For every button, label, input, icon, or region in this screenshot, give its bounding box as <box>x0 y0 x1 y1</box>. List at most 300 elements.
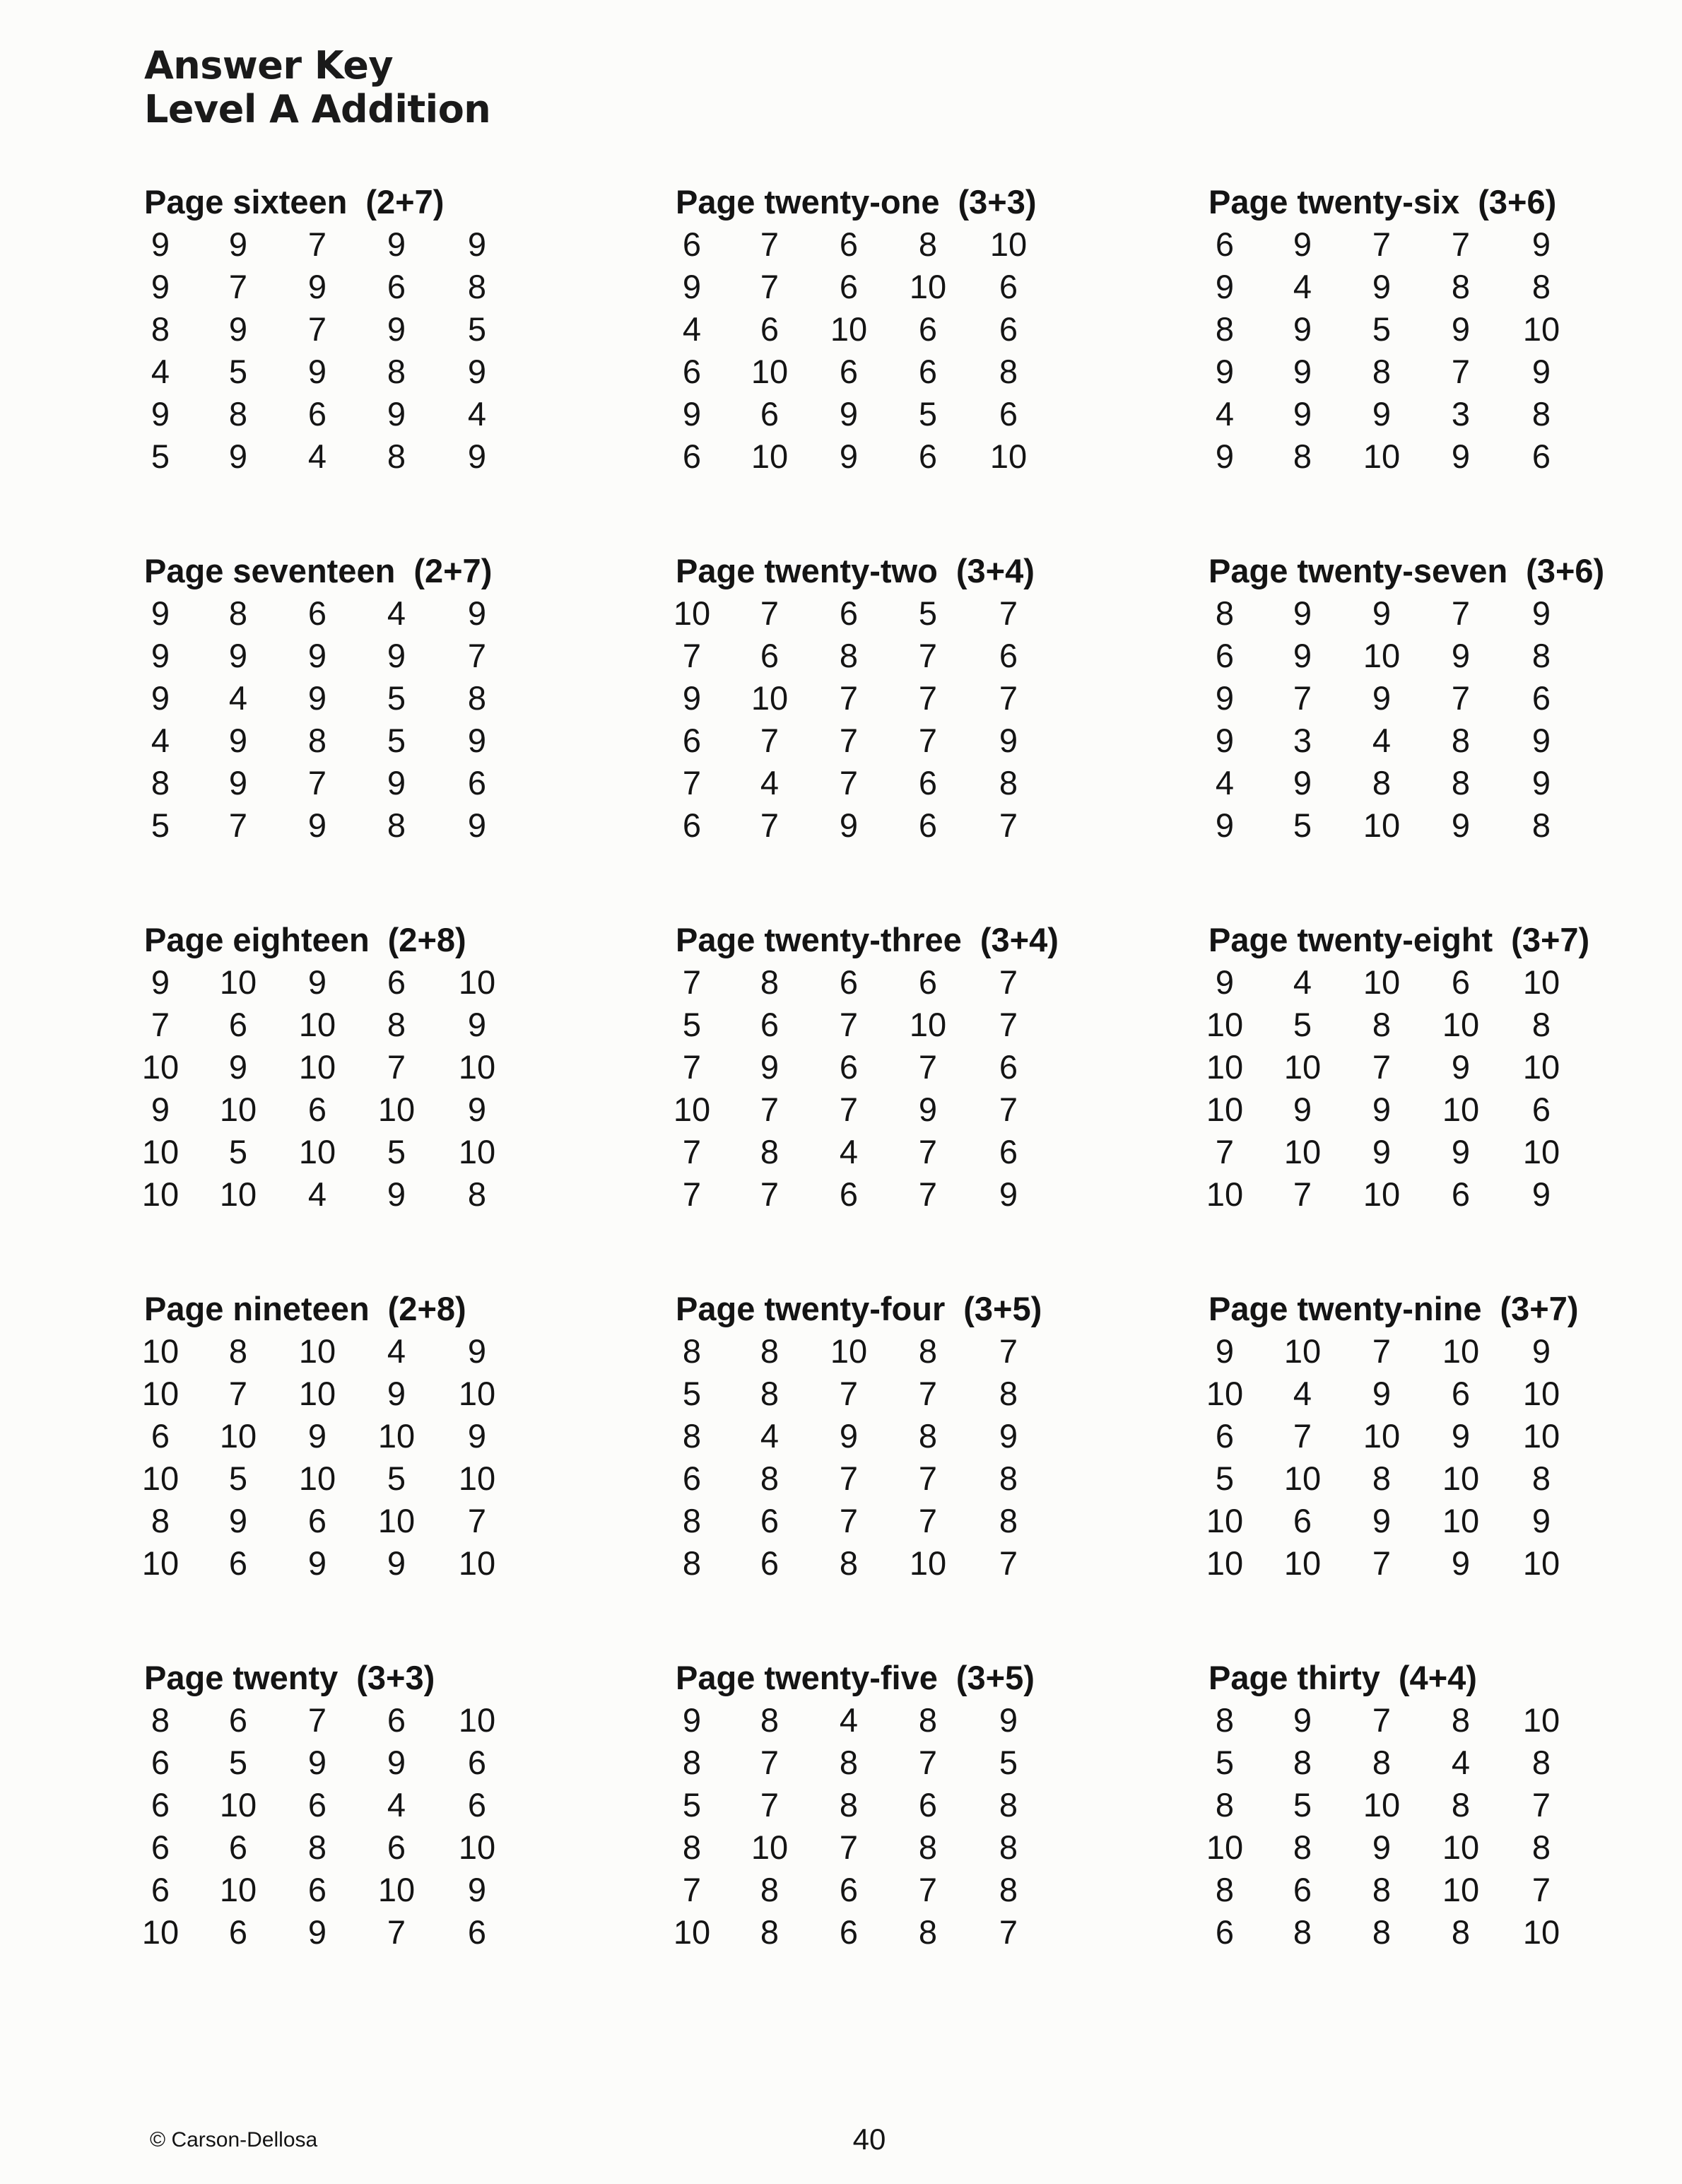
answer-cell: 7 <box>760 594 780 632</box>
answer-cell: 10 <box>1283 1048 1322 1086</box>
answer-cell: 10 <box>1363 1417 1401 1455</box>
answer-grid <box>673 1699 1043 1954</box>
answer-cell: 8 <box>760 1913 780 1951</box>
answer-cell: 6 <box>999 637 1018 674</box>
answer-cell: 8 <box>760 1375 780 1412</box>
section-fact: (3+5) <box>963 1290 1042 1327</box>
answer-cell: 9 <box>1293 225 1312 263</box>
answer-cell: 9 <box>839 1417 859 1455</box>
answer-row <box>676 1869 1043 1911</box>
answer-cell: 8 <box>307 722 327 759</box>
answer-cell: 7 <box>839 722 859 759</box>
answer-cell: 9 <box>467 1871 487 1908</box>
answer-cell: 8 <box>151 1701 170 1739</box>
answer-cell: 7 <box>1451 225 1471 263</box>
answer-cell: 10 <box>298 1332 336 1370</box>
answer-cell: 6 <box>307 1786 327 1824</box>
answer-cell: 7 <box>839 679 859 717</box>
answer-cell: 10 <box>1442 1828 1480 1866</box>
answer-cell: 10 <box>1206 1544 1244 1582</box>
answer-cell: 7 <box>918 1375 938 1412</box>
answer-cell: 5 <box>682 1375 702 1412</box>
answer-grid <box>676 223 1043 478</box>
answer-cell: 10 <box>1283 1332 1322 1370</box>
answer-cell: 7 <box>1451 679 1471 717</box>
section-title: Page twenty-two <box>676 552 938 589</box>
answer-row <box>144 635 512 677</box>
answer-cell: 9 <box>1215 1332 1235 1370</box>
answer-cell: 8 <box>1372 764 1392 802</box>
answer-cell: 4 <box>839 1133 859 1170</box>
answer-cell: 8 <box>682 1417 702 1455</box>
answer-row <box>676 1457 1043 1500</box>
answer-cell: 8 <box>387 438 406 475</box>
answer-cell: 9 <box>228 438 248 475</box>
answer-cell: 10 <box>298 1048 336 1086</box>
answer-cell: 8 <box>1372 1871 1392 1908</box>
answer-cell: 9 <box>1451 806 1471 844</box>
answer-cell: 9 <box>1215 722 1235 759</box>
answer-row <box>1208 720 1576 762</box>
answer-cell: 9 <box>1372 268 1392 305</box>
answer-cell: 8 <box>918 1332 938 1370</box>
answer-row <box>676 1004 1043 1046</box>
answer-cell: 7 <box>760 225 780 263</box>
answer-cell: 8 <box>467 1175 487 1213</box>
section-heading <box>676 182 1043 223</box>
answer-row <box>144 720 512 762</box>
answer-cell: 10 <box>298 1460 336 1497</box>
answer-row <box>676 1699 1043 1742</box>
answer-cell: 7 <box>999 1006 1018 1043</box>
answer-cell: 6 <box>760 637 780 674</box>
answer-section <box>676 182 1043 478</box>
answer-row <box>676 762 1043 804</box>
section-title: Page twenty-five <box>676 1659 938 1696</box>
answer-grid <box>141 961 512 1216</box>
answer-row <box>1208 1046 1576 1088</box>
answer-cell: 6 <box>839 268 859 305</box>
answer-cell: 9 <box>1372 1133 1392 1170</box>
answer-row <box>676 435 1043 478</box>
answer-cell: 8 <box>760 1460 780 1497</box>
answer-cell: 6 <box>387 1828 406 1866</box>
answer-cell: 9 <box>307 963 327 1001</box>
answer-cell: 4 <box>682 310 702 348</box>
answer-cell: 10 <box>141 1913 180 1951</box>
answer-cell: 8 <box>1215 1871 1235 1908</box>
answer-cell: 6 <box>918 963 938 1001</box>
answer-cell: 10 <box>1363 1175 1401 1213</box>
answer-cell: 6 <box>307 1091 327 1128</box>
answer-row <box>676 1373 1043 1415</box>
answer-cell: 10 <box>377 1417 416 1455</box>
answer-cell: 6 <box>228 1828 248 1866</box>
answer-cell: 9 <box>1293 310 1312 348</box>
answer-grid <box>1208 223 1576 478</box>
answer-cell: 8 <box>760 1332 780 1370</box>
answer-cell: 6 <box>760 310 780 348</box>
section-title: Page twenty-seven <box>1208 552 1508 589</box>
answer-cell: 9 <box>1372 679 1392 717</box>
answer-cell: 10 <box>1522 1133 1560 1170</box>
answer-section <box>141 1289 512 1585</box>
answer-cell: 9 <box>1372 1828 1392 1866</box>
answer-cell: 7 <box>467 637 487 674</box>
answer-row <box>141 1131 512 1173</box>
answer-section <box>673 551 1043 847</box>
answer-cell: 9 <box>1531 225 1551 263</box>
answer-cell: 8 <box>682 1828 702 1866</box>
answer-cell: 8 <box>1293 1913 1312 1951</box>
answer-cell: 7 <box>228 806 248 844</box>
answer-cell: 9 <box>1215 353 1235 390</box>
answer-cell: 6 <box>1531 679 1551 717</box>
answer-cell: 9 <box>387 1375 406 1412</box>
answer-cell: 9 <box>387 310 406 348</box>
section-title: Page twenty-eight <box>1208 921 1493 958</box>
answer-cell: 9 <box>467 438 487 475</box>
answer-cell: 10 <box>1522 1048 1560 1086</box>
answer-cell: 7 <box>307 1701 327 1739</box>
answer-grid <box>141 1699 512 1954</box>
answer-cell: 6 <box>918 353 938 390</box>
answer-row <box>144 1784 512 1826</box>
answer-row <box>144 804 512 847</box>
answer-row <box>141 1542 512 1585</box>
answer-cell: 9 <box>1293 353 1312 390</box>
answer-cell: 10 <box>141 1048 180 1086</box>
answer-cell: 6 <box>151 1786 170 1824</box>
answer-grid <box>1208 961 1576 1216</box>
answer-cell: 9 <box>467 1006 487 1043</box>
answer-cell: 8 <box>682 1332 702 1370</box>
answer-row <box>676 351 1043 393</box>
answer-cell: 4 <box>760 764 780 802</box>
answer-cell: 5 <box>387 1133 406 1170</box>
answer-cell: 10 <box>141 1460 180 1497</box>
answer-cell: 7 <box>682 963 702 1001</box>
answer-cell: 6 <box>839 353 859 390</box>
answer-cell: 10 <box>1522 963 1560 1001</box>
answer-cell: 7 <box>839 1006 859 1043</box>
answer-row <box>141 1046 512 1088</box>
answer-cell: 9 <box>467 594 487 632</box>
answer-cell: 9 <box>151 1091 170 1128</box>
section-title: Page seventeen <box>144 552 396 589</box>
answer-cell: 6 <box>467 764 487 802</box>
answer-cell: 7 <box>918 1175 938 1213</box>
answer-cell: 9 <box>1531 1175 1551 1213</box>
answer-row <box>144 1500 512 1542</box>
answer-cell: 5 <box>151 806 170 844</box>
answer-cell: 6 <box>1531 438 1551 475</box>
answer-cell: 8 <box>1451 722 1471 759</box>
answer-cell: 7 <box>918 1502 938 1539</box>
answer-cell: 9 <box>682 395 702 433</box>
answer-cell: 6 <box>918 310 938 348</box>
answer-row <box>1208 804 1576 847</box>
answer-row <box>673 592 1043 635</box>
answer-cell: 4 <box>1451 1744 1471 1781</box>
answer-cell: 9 <box>1531 722 1551 759</box>
answer-section <box>673 920 1059 1216</box>
answer-cell: 10 <box>219 963 257 1001</box>
answer-cell: 10 <box>1442 1460 1480 1497</box>
answer-cell: 7 <box>760 1175 780 1213</box>
answer-cell: 6 <box>1215 225 1235 263</box>
answer-row <box>141 1330 512 1373</box>
section-fact: (3+7) <box>1500 1290 1579 1327</box>
answer-cell: 9 <box>1531 1502 1551 1539</box>
answer-cell: 8 <box>387 806 406 844</box>
answer-cell: 9 <box>999 1417 1018 1455</box>
answer-cell: 8 <box>387 1006 406 1043</box>
answer-cell: 10 <box>1206 1006 1244 1043</box>
answer-cell: 8 <box>1293 1828 1312 1866</box>
answer-section <box>144 182 512 478</box>
answer-cell: 8 <box>228 1332 248 1370</box>
answer-cell: 10 <box>673 1913 711 1951</box>
answer-cell: 9 <box>307 679 327 717</box>
answer-cell: 6 <box>1215 1913 1235 1951</box>
answer-cell: 9 <box>1293 594 1312 632</box>
section-fact: (2+8) <box>387 1290 466 1327</box>
answer-cell: 6 <box>228 1544 248 1582</box>
section-fact: (3+3) <box>958 183 1037 221</box>
answer-cell: 5 <box>151 438 170 475</box>
answer-cell: 8 <box>1215 310 1235 348</box>
answer-row <box>676 961 1043 1004</box>
section-heading <box>144 551 512 592</box>
answer-cell: 7 <box>307 225 327 263</box>
answer-cell: 10 <box>1442 1332 1480 1370</box>
answer-cell: 8 <box>151 310 170 348</box>
answer-row <box>676 1415 1043 1457</box>
answer-row <box>676 635 1043 677</box>
answer-cell: 9 <box>1451 1133 1471 1170</box>
answer-cell: 10 <box>909 1544 947 1582</box>
answer-cell: 7 <box>760 1744 780 1781</box>
section-title: Page twenty-four <box>676 1290 946 1327</box>
answer-cell: 8 <box>760 1133 780 1170</box>
answer-cell: 8 <box>839 1744 859 1781</box>
answer-cell: 9 <box>1215 268 1235 305</box>
answer-cell: 9 <box>1372 594 1392 632</box>
answer-row <box>1208 961 1576 1004</box>
answer-cell: 7 <box>307 764 327 802</box>
answer-row <box>144 677 512 720</box>
answer-cell: 4 <box>387 594 406 632</box>
answer-cell: 6 <box>151 1744 170 1781</box>
answer-cell: 7 <box>387 1913 406 1951</box>
answer-cell: 8 <box>151 764 170 802</box>
answer-row <box>141 1173 512 1216</box>
answer-cell: 7 <box>999 963 1018 1001</box>
section-heading <box>1208 551 1605 592</box>
answer-cell: 7 <box>839 1828 859 1866</box>
answer-cell: 9 <box>228 310 248 348</box>
answer-cell: 7 <box>918 637 938 674</box>
answer-row <box>676 720 1043 762</box>
answer-row <box>144 435 512 478</box>
answer-cell: 8 <box>760 1701 780 1739</box>
answer-cell: 10 <box>1283 1460 1322 1497</box>
answer-cell: 7 <box>918 1871 938 1908</box>
answer-cell: 9 <box>682 268 702 305</box>
answer-cell: 8 <box>1372 1744 1392 1781</box>
answer-cell: 7 <box>467 1502 487 1539</box>
answer-cell: 6 <box>151 1871 170 1908</box>
answer-cell: 9 <box>918 1091 938 1128</box>
section-fact: (2+7) <box>365 183 445 221</box>
answer-cell: 8 <box>760 1871 780 1908</box>
answer-cell: 6 <box>682 1460 702 1497</box>
answer-cell: 6 <box>682 225 702 263</box>
answer-cell: 8 <box>1451 268 1471 305</box>
answer-grid <box>673 961 1043 1216</box>
section-title: Page twenty-nine <box>1208 1290 1482 1327</box>
section-heading <box>1208 1289 1579 1330</box>
answer-cell: 5 <box>1215 1460 1235 1497</box>
answer-cell: 6 <box>228 1701 248 1739</box>
answer-row <box>1208 351 1576 393</box>
answer-row <box>1208 1826 1576 1869</box>
answer-cell: 9 <box>999 1175 1018 1213</box>
answer-cell: 7 <box>918 679 938 717</box>
answer-cell: 8 <box>467 268 487 305</box>
answer-row <box>1208 435 1576 478</box>
answer-cell: 9 <box>307 1544 327 1582</box>
answer-cell: 9 <box>467 1417 487 1455</box>
answer-cell: 7 <box>151 1006 170 1043</box>
answer-cell: 5 <box>1215 1744 1235 1781</box>
answer-cell: 8 <box>1372 1460 1392 1497</box>
answer-cell: 7 <box>1372 1701 1392 1739</box>
answer-cell: 10 <box>751 1828 789 1866</box>
answer-cell: 8 <box>839 1544 859 1582</box>
answer-cell: 9 <box>228 637 248 674</box>
section-heading <box>1208 182 1576 223</box>
copyright-notice: © Carson-Dellosa <box>150 2128 318 2151</box>
answer-cell: 10 <box>909 268 947 305</box>
answer-cell: 10 <box>141 1175 180 1213</box>
answer-cell: 10 <box>1522 1701 1560 1739</box>
answer-cell: 9 <box>151 594 170 632</box>
answer-cell: 10 <box>909 1006 947 1043</box>
answer-cell: 9 <box>387 637 406 674</box>
answer-row <box>144 266 512 308</box>
answer-cell: 9 <box>151 268 170 305</box>
answer-cell: 6 <box>682 806 702 844</box>
answer-key-title <box>144 44 490 131</box>
section-heading <box>144 1658 512 1699</box>
answer-cell: 8 <box>839 637 859 674</box>
answer-grid <box>141 1330 512 1585</box>
answer-cell: 4 <box>1293 1375 1312 1412</box>
answer-cell: 6 <box>918 1786 938 1824</box>
answer-cell: 9 <box>467 722 487 759</box>
answer-cell: 10 <box>219 1786 257 1824</box>
answer-cell: 9 <box>1451 310 1471 348</box>
section-heading <box>144 920 512 961</box>
answer-row <box>1208 223 1576 266</box>
answer-cell: 9 <box>467 1091 487 1128</box>
answer-cell: 6 <box>307 395 327 433</box>
answer-cell: 7 <box>918 1048 938 1086</box>
answer-cell: 6 <box>307 1871 327 1908</box>
answer-cell: 6 <box>228 1006 248 1043</box>
answer-cell: 8 <box>1531 268 1551 305</box>
answer-cell: 10 <box>458 1460 496 1497</box>
answer-cell: 10 <box>1442 1502 1480 1539</box>
answer-cell: 10 <box>1522 1375 1560 1412</box>
answer-cell: 8 <box>1531 1460 1551 1497</box>
answer-cell: 10 <box>1363 1786 1401 1824</box>
answer-cell: 9 <box>1531 764 1551 802</box>
answer-cell: 6 <box>999 395 1018 433</box>
section-fact: (2+7) <box>413 552 493 589</box>
answer-cell: 5 <box>387 679 406 717</box>
answer-cell: 5 <box>682 1006 702 1043</box>
answer-section <box>1208 551 1605 847</box>
section-heading <box>144 1289 512 1330</box>
answer-cell: 6 <box>999 1048 1018 1086</box>
answer-row <box>1208 1742 1576 1784</box>
answer-cell: 6 <box>682 353 702 390</box>
answer-cell: 9 <box>1293 1091 1312 1128</box>
answer-cell: 10 <box>298 1375 336 1412</box>
answer-cell: 7 <box>682 1133 702 1170</box>
answer-cell: 10 <box>1363 963 1401 1001</box>
answer-cell: 6 <box>760 1544 780 1582</box>
answer-row <box>1208 393 1576 435</box>
answer-cell: 5 <box>228 353 248 390</box>
answer-cell: 9 <box>1451 637 1471 674</box>
answer-cell: 9 <box>839 395 859 433</box>
answer-cell: 5 <box>918 395 938 433</box>
answer-cell: 4 <box>151 353 170 390</box>
answer-cell: 8 <box>1451 764 1471 802</box>
answer-grid <box>144 592 512 847</box>
answer-cell: 6 <box>760 1502 780 1539</box>
answer-cell: 8 <box>1531 1828 1551 1866</box>
answer-cell: 9 <box>1372 395 1392 433</box>
answer-cell: 4 <box>1293 268 1312 305</box>
answer-row <box>673 1088 1043 1131</box>
section-fact: (3+4) <box>955 552 1035 589</box>
answer-cell: 6 <box>1531 1091 1551 1128</box>
answer-cell: 7 <box>999 679 1018 717</box>
answer-cell: 7 <box>682 1048 702 1086</box>
answer-cell: 6 <box>1215 1417 1235 1455</box>
section-heading <box>676 551 1043 592</box>
section-title: Page twenty <box>144 1659 339 1696</box>
answer-cell: 8 <box>307 1828 327 1866</box>
answer-cell: 10 <box>1206 1375 1244 1412</box>
answer-grid <box>1208 592 1576 847</box>
answer-cell: 9 <box>307 1744 327 1781</box>
answer-row <box>144 1004 512 1046</box>
answer-cell: 8 <box>228 395 248 433</box>
answer-cell: 10 <box>458 1133 496 1170</box>
answer-cell: 7 <box>999 594 1018 632</box>
answer-cell: 9 <box>1293 395 1312 433</box>
answer-cell: 8 <box>999 1375 1018 1412</box>
answer-row <box>1208 1542 1576 1585</box>
answer-cell: 7 <box>307 310 327 348</box>
answer-row <box>1208 1699 1576 1742</box>
